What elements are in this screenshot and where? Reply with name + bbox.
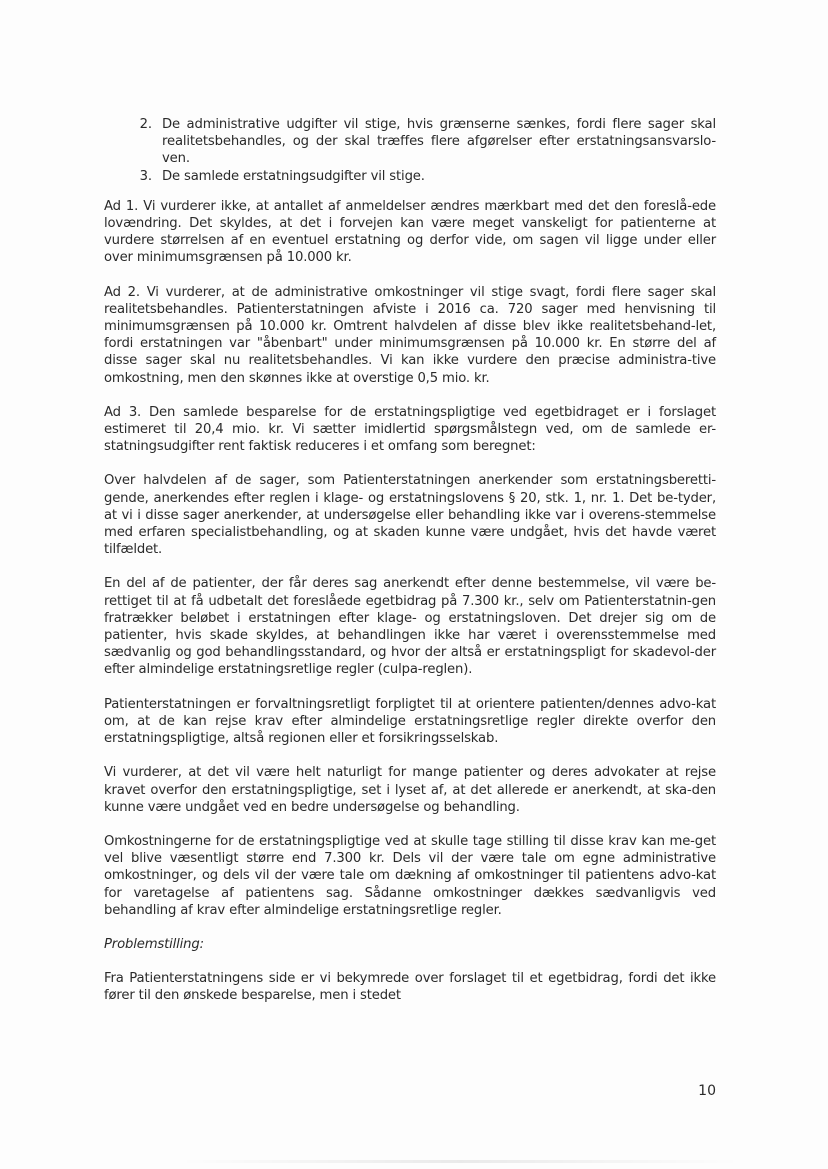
page-number: 10 <box>698 1083 716 1099</box>
document-body <box>104 116 716 1022</box>
section-heading: Problemstilling: <box>104 936 204 952</box>
list-item: 2. De administrative udgifter vil stige, hvis grænserne sænkes, fordi flere sager skal realitetsbehandles, og der skal træffes flere afgørelser efter erstatningsansvarslo-ven. <box>156 116 716 168</box>
paragraph-ad-2: Ad 2. Vi vurderer, at de administrative omkostninger vil stige svagt, fordi flere sager skal realitetsbehandles. Patienterstatningen afviste i 2016 ca. 720 sager med henvisning til minimumsgrænsen på 10.000 kr. Omtrent halvdelen af disse blev ikke realitetsbehand-let, fordi erstatningen var "åbenbart" under minimumsgrænsen på 10.000 kr. En større del af disse sager skal nu realitetsbehandles. Vi kan ikke vurdere den præcise administra-tive omkostning, men den skønnes ikke at overstige 0,5 mio. kr. <box>104 284 716 386</box>
final-paragraph: Fra Patienterstatningens side er vi bekymrede over forslaget til et egetbidrag, fordi det ikke fører til den ønskede besparelse, men i stedet <box>104 971 716 1004</box>
paragraph: Vi vurderer, at det vil være helt naturligt for mange patienter og deres advokater at rejse kravet overfor den erstatningspligtige, set i lyset af, at det allerede er anerkendt, at ska-den kunne være undgået ved en bedre undersøgelse og behandling. <box>104 765 716 815</box>
paragraph: Over halvdelen af de sager, som Patienterstatningen anerkender som erstatningsberetti-gende, anerkendes efter reglen i klage- og erstatningslovens § 20, stk. 1, nr. 1. Det be-tyder, at vi i disse sager anerkender, at undersøgelse eller behandling ikke var i overens-stemmelse med erfaren specialistbehandling, og at skaden kunne være undgået, hvis det havde været tilfældet. <box>104 473 716 558</box>
paragraph-ad-1: Ad 1. Vi vurderer ikke, at antallet af anmeldelser ændres mærkbart med det den foreslå-ede lovændring. Det skyldes, at det i forvejen kan være meget vanskeligt for patienterne at vurdere størrelsen af en eventuel erstatning og derfor vide, om sagen vil ligge under eller over minimumsgrænsen på 10.000 kr. <box>104 198 716 266</box>
paragraph-ad-3: Ad 3. Den samlede besparelse for de erstatningspligtige ved egetbidraget er i forslaget estimeret til 20,4 mio. kr. Vi sætter imidlertid spørgsmålstegn ved, om de samlede er-statningsudgifter rent faktisk reduceres i et omfang som beregnet: <box>104 404 716 455</box>
paragraph: Omkostningerne for de erstatningspligtige ved at skulle tage stilling til disse krav kan me-get vel blive væsentligt større end 7.300 kr. Dels vil der være tale om egne administrative omkostninger, og dels vil der være tale om dækning af omkostninger til patientens advo-kat for varetagelse af patientens sag. Sådanne omkostninger dækkes sædvanligvis ved behandling af krav efter almindelige erstatningsretlige regler. <box>104 833 716 918</box>
paragraph: Patienterstatningen er forvaltningsretligt forpligtet til at orientere patienten/dennes advo-kat om, at de kan rejse krav efter almindelige erstatningsretlige regler direkte overfor den erstatningspligtige, altså regionen eller et forsikringsselskab. <box>104 696 716 747</box>
paragraph: En del af de patienter, der får deres sag anerkendt efter denne bestemmelse, vil være be-rettiget til at få udbetalt det foreslåede egetbidrag på 7.300 kr., selv om Patienterstatnin-gen fratrækker beløbet i erstatningen efter klage- og erstatningsloven. Det drejer sig om de patienter, hvis skade skyldes, at behandlingen ikke har været i overensstemmelse med sædvanlig og god behandlingsstandard, og hvor der altså er erstatningspligt for skadevol-der efter almindelige erstatningsretlige regler (culpa-reglen). <box>104 576 716 678</box>
scan-shadow <box>180 1160 740 1163</box>
list-item: 3. De samlede erstatningsudgifter vil stige. <box>156 168 716 185</box>
numbered-list <box>104 116 716 185</box>
